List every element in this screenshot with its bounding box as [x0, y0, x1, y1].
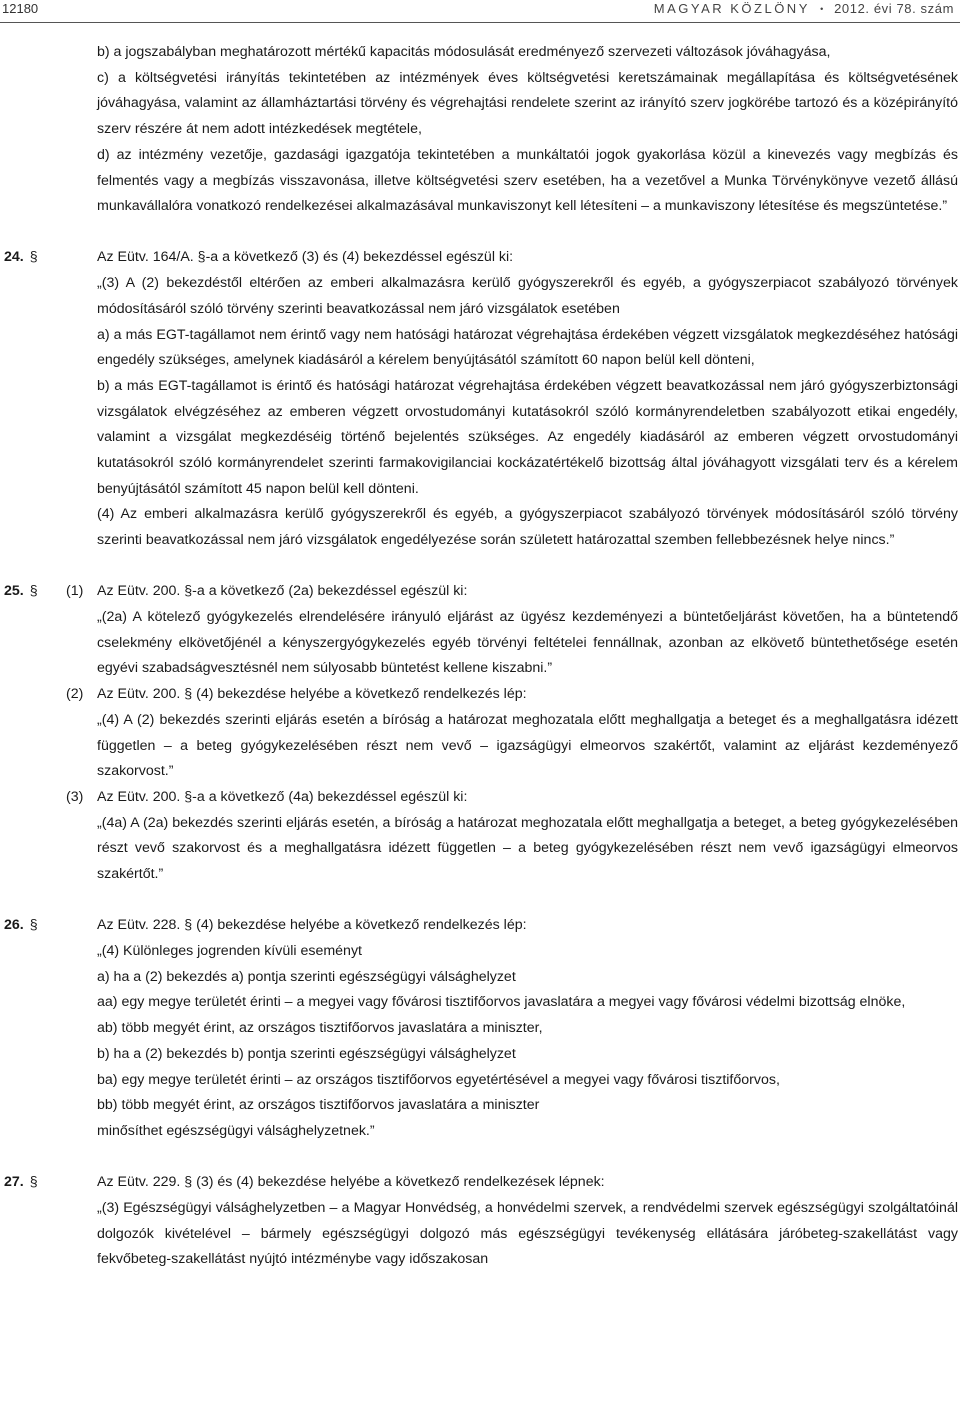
- article-26-point-bb: bb) több megyét érint, az országos tisztifőorvos javaslatára a miniszter: [97, 1097, 540, 1114]
- article-number: 26. §: [4, 917, 38, 934]
- article-24-para-3: „(3) A (2) bekezdéstől eltérően az emberi alkalmazásra kerülő gyógyszerekről és egyéb, a gyógyszerpiacot szabályozó törvények módosításáról szóló törvény szerinti beavatkozással nem járó vizsgálatok esetében: [97, 275, 958, 317]
- article-25: [0, 579, 960, 887]
- subsection-lead: Az Eütv. 200. §-a a következő (4a) bekezdéssel egészül ki:: [97, 788, 468, 805]
- article-number: 25. §: [4, 583, 38, 600]
- document-body: [0, 40, 960, 1273]
- subsection-label: (2): [66, 686, 84, 703]
- article-27-lead: Az Eütv. 229. § (3) és (4) bekezdése helyébe a következő rendelkezések lépnek:: [97, 1174, 605, 1191]
- article-24-point-b: b) a más EGT-tagállamot is érintő és hatósági határozat végrehajtása érdekében végzett beavatkozással nem járó gyógyszerbiztonsági vizsgálatok elvégzéséhez az emberen végzett orvostudományi kutatásokról szóló kormányrendeletben szabályozott etikai engedély, valamint a vizsgálat megkezdéséig történő bejelentés szükséges. Az engedély kiadásáról az emberen végzett orvostudományi kutatásokról szóló kormányrendelet szerinti farmakovigilanciai kockázatértékelő bizottság által jóváhagyott vizsgálati terv és a kérelem benyújtásától számított 45 napon belül kell dönteni.: [97, 377, 958, 497]
- article-24-point-a: a) a más EGT-tagállamot nem érintő vagy nem hatósági határozat végrehajtása érdekében végzett vizsgálatok megkezdéséhez hatósági engedély szükséges, amelynek kiadásáról a kérelem benyújtásától számított 60 napon belül kell dönteni,: [97, 326, 958, 369]
- intro-point-d: d) az intézmény vezetője, gazdasági igazgatója tekintetében a munkáltatói jogok gyakorlása közül a kinevezés vagy megbízás és felmentés vagy a megbízás visszavonása, illetve költségvetési szerv esetében, ha a vezetővel a Munka Törvénykönyve vezető állású munkavállalóra vonatkozó rendelkezései alkalmazásával munkaviszonyt kell létesíteni – a munkaviszony létesítése és megszüntetése.”: [97, 146, 958, 215]
- article-26-lead: Az Eütv. 228. § (4) bekezdése helyébe a következő rendelkezés lép:: [97, 917, 527, 934]
- header-rule: [0, 22, 960, 23]
- article-25-subsection-1: [0, 579, 960, 682]
- subsection-lead: Az Eütv. 200. §-a a következő (2a) bekezdéssel egészül ki:: [97, 583, 468, 600]
- article-25-subsection-2: [0, 682, 960, 785]
- article-26-point-ba: ba) egy megye területét érinti – az országos tisztifőorvos egyetértésével a megyei vagy fővárosi tisztifőorvos,: [97, 1071, 780, 1088]
- article-26-para-4: „(4) Különleges jogrenden kívüli eseményt: [97, 943, 362, 959]
- intro-point-b: b) a jogszabályban meghatározott mértékű kapacitás módosulását eredményező szervezeti változások jóváhagyása,: [97, 44, 831, 60]
- article-27: [0, 1170, 960, 1273]
- subsection-lead: Az Eütv. 200. § (4) bekezdése helyébe a következő rendelkezés lép:: [97, 686, 527, 703]
- article-26-point-aa: aa) egy megye területét érinti – a megyei vagy fővárosi tisztifőorvos javaslatára a megyei vagy fővárosi védelmi bizottság elnöke,: [97, 994, 906, 1011]
- article-26-point-b: b) ha a (2) bekezdés b) pontja szerinti egészségügyi válsághelyzet: [97, 1045, 516, 1062]
- article-number: 27. §: [4, 1174, 38, 1191]
- running-head: [654, 0, 954, 18]
- bullet-separator: •: [820, 4, 824, 14]
- article-number: 24. §: [4, 249, 38, 266]
- subsection-text: „(2a) A kötelező gyógykezelés elrendelésére irányuló eljárást az ügyész kezdeményezi a büntetőeljárást követően, ha a büntetendő cselekmény elkövetőjénél a kényszergyógykezelés egyéb törvényi feltételei fennállnak, azonban az elkövető büntethetősége esetén egyévi szabadságvesztésnél nem súlyosabb büntetést kellene kiszabni.”: [97, 609, 958, 677]
- article-24: [0, 245, 960, 553]
- subsection-label: (3): [66, 788, 84, 805]
- journal-name: MAGYAR KÖZLÖNY: [653, 1, 810, 16]
- article-26-point-ab: ab) több megyét érint, az országos tisztifőorvos javaslatára a miniszter,: [97, 1020, 543, 1037]
- article-24-para-4: (4) Az emberi alkalmazásra kerülő gyógyszerekről és egyéb, a gyógyszerpiacot szabályozó törvények módosításáról szóló törvény szerinti beavatkozással nem járó vizsgálatok engedélyezése során született határozattal szemben fellebbezésnek helye nincs.”: [97, 506, 958, 549]
- subsection-text: „(4a) A (2a) bekezdés szerinti eljárás esetén, a bíróság a határozat meghozatala előtt meghallgatja a beteget, a beteg gyógykezelésében részt vevő szakorvost és a meghallgatásra idézett független – a beteg gyógykezelésében részt nem vevő igazságügyi elmeorvos szakértőt.”: [97, 814, 958, 883]
- article-24-lead: Az Eütv. 164/A. §-a a következő (3) és (4) bekezdéssel egészül ki:: [97, 249, 514, 266]
- article-25-subsection-3: [0, 785, 960, 888]
- subsection-label: (1): [66, 583, 84, 600]
- article-26: [0, 913, 960, 1144]
- page-number: 12180: [2, 1, 39, 16]
- intro-point-c: c) a költségvetési irányítás tekintetében az intézmények éves költségvetési keretszámainak megállapítása és költségvetésének jóváhagyása, valamint az államháztartási törvény és végrehajtási rendelete szerint az irányító szerv jogkörébe tartozó és a középirányító szerv részére át nem adott intézkedések megtétele,: [97, 69, 958, 138]
- article-26-point-a: a) ha a (2) bekezdés a) pontja szerinti egészségügyi válsághelyzet: [97, 968, 516, 985]
- issue-number: 2012. évi 78. szám: [834, 1, 954, 16]
- article-27-para-3: „(3) Egészségügyi válsághelyzetben – a Magyar Honvédség, a honvédelmi szervek, a rendvédelmi szervek egészségügyi szolgáltatóinál dolgozók kivételével – bármely egészségügyi dolgozó más egészségügyi tevékenység ellátására járóbeteg-szakellátást vagy fekvőbeteg-szakellátást nyújtó intézménybe vagy időszakosan: [97, 1199, 958, 1268]
- article-26-closing: minősíthet egészségügyi válsághelyzetnek.”: [97, 1122, 375, 1139]
- page-header: [0, 0, 960, 22]
- subsection-text: „(4) A (2) bekezdés szerinti eljárás esetén a bíróság a határozat meghozatala előtt meghallgatja a beteget és a meghallgatásra idézett független – a beteg gyógykezelésében részt nem vevő – igazságügyi elmeorvos szakértőt, valamint az eljárást kezdeményező szakorvost.”: [97, 711, 958, 780]
